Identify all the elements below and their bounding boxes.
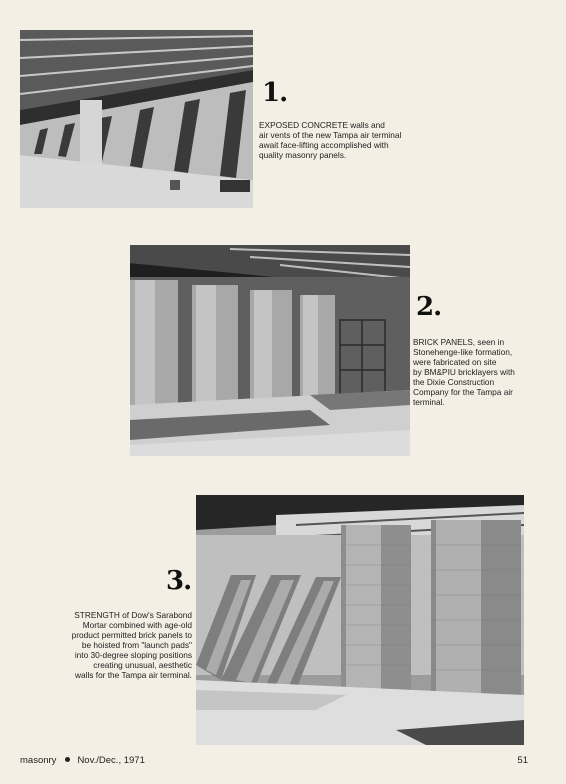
item-3-caption: STRENGTH of Dow's Sarabond Mortar combined with age-old product permitted brick panels to be hoisted from "launch pads" into 30-degree sloping positions creating unusual, aesthetic walls for the Tampa air terminal.	[71, 610, 192, 680]
item-3-number: 3.	[166, 566, 192, 596]
photo-exposed-concrete-walls	[20, 30, 253, 208]
item-1-number: 1.	[262, 78, 288, 108]
item-2-caption: BRICK PANELS, seen in Stonehenge-like formation, were fabricated on site by BM&PIU bricklayers with the Dixie Construction Company for the Tampa air terminal.	[413, 337, 515, 407]
photo-sloping-brick-walls	[196, 495, 524, 745]
item-1-caption: EXPOSED CONCRETE walls and air vents of the new Tampa air terminal await face-lifting accomplished with quality masonry panels.	[259, 120, 402, 160]
publication-name: masonry	[20, 755, 57, 766]
photo-brick-panels	[130, 245, 410, 456]
issue-date: Nov./Dec., 1971	[77, 755, 145, 766]
footer-publication	[20, 755, 145, 766]
item-2-number: 2.	[416, 292, 442, 322]
page-number: 51	[517, 755, 528, 766]
bullet-icon	[65, 757, 70, 762]
